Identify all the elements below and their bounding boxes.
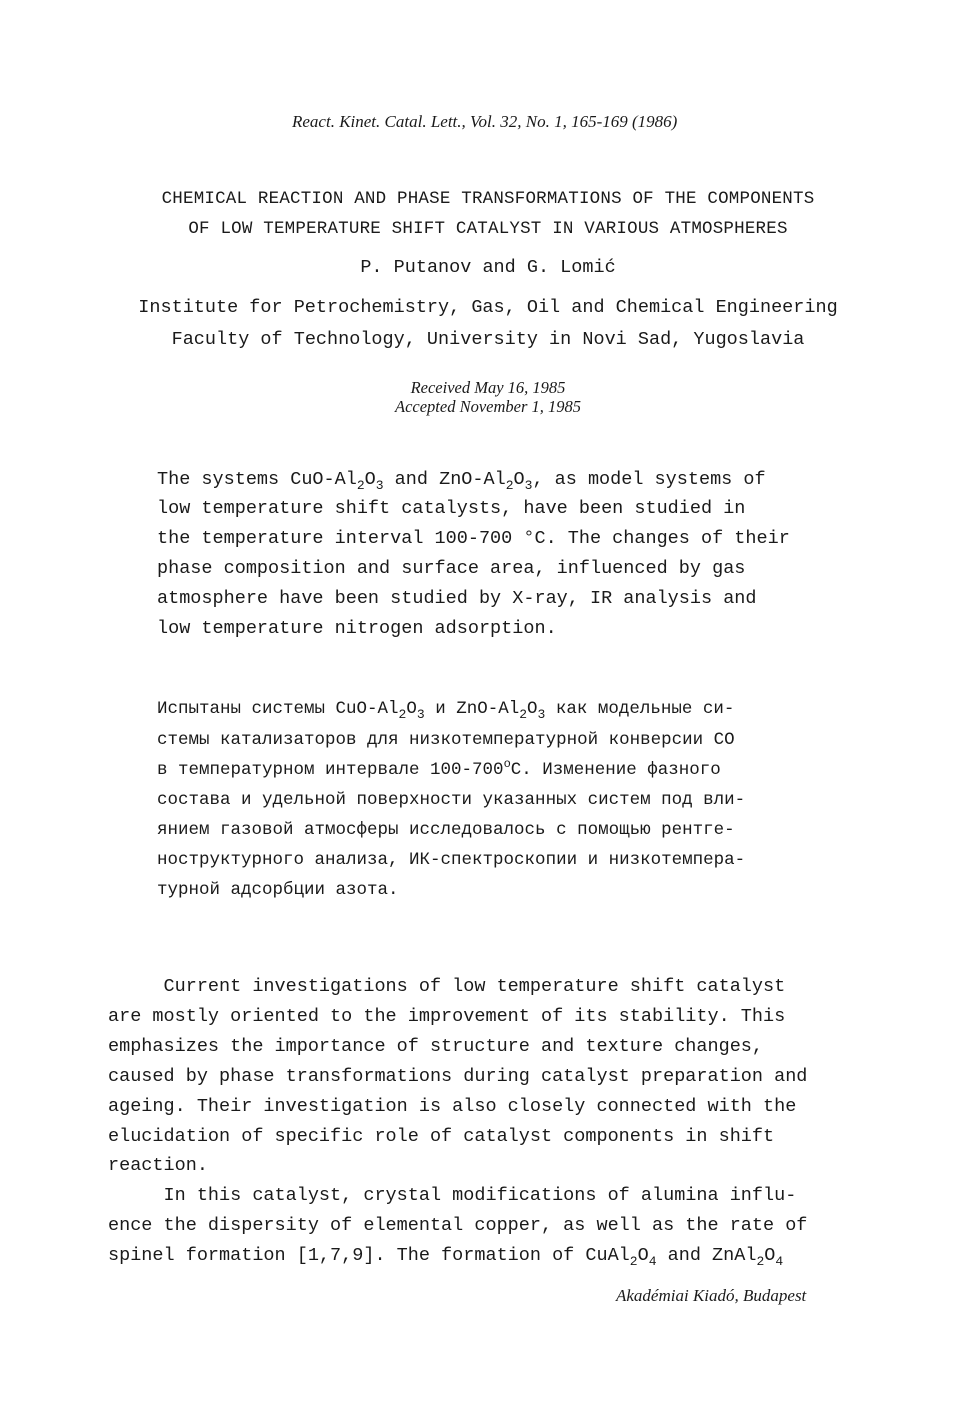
- abstract-ru-line-4: состава и удельной поверхности указанных систем под вли-: [157, 790, 746, 810]
- body-line: spinel formation [1,7,9]. The formation of $CuAl_2O_4$ and $ZnAl_2O_4$: [108, 1245, 784, 1269]
- body-line: In this catalyst, crystal modifications of alumina influ-: [108, 1185, 797, 1206]
- body-line: ence the dispersity of elemental copper, as well as the rate of: [108, 1215, 808, 1236]
- paper-title-line-1: CHEMICAL REACTION AND PHASE TRANSFORMATIONS OF THE COMPONENTS: [161, 189, 815, 209]
- abstract-en-line-5: atmosphere have been studied by X-ray, IR analysis and: [157, 588, 757, 609]
- body-line: ageing. Their investigation is also closely connected with the: [108, 1096, 797, 1117]
- accepted-date: Accepted November 1, 1985: [394, 397, 582, 416]
- publisher: Akadémiai Kiadó, Budapest: [616, 1286, 807, 1305]
- paper-title-line-2: OF LOW TEMPERATURE SHIFT CATALYST IN VARIOUS ATMOSPHERES: [188, 219, 788, 239]
- abstract-ru-line-6: ноструктурного анализа, ИК-спектроскопии и низкотемпера-: [157, 850, 746, 870]
- authors: P. Putanov and G. Lomić: [360, 257, 616, 278]
- abstract-ru-line-2: стемы катализаторов для низкотемпературной конверсии CO: [157, 730, 735, 750]
- abstract-en-line-6: low temperature nitrogen adsorption.: [157, 618, 557, 639]
- journal-citation: React. Kinet. Catal. Lett., Vol. 32, No. 1, 165-169 (1986): [292, 112, 678, 131]
- body-line: emphasizes the importance of structure and texture changes,: [108, 1036, 764, 1057]
- abstract-ru-line-5: янием газовой атмосферы исследовалось с помощью рентге-: [157, 820, 735, 840]
- body-line: reaction.: [108, 1155, 208, 1176]
- body-line: are mostly oriented to the improvement of its stability. This: [108, 1006, 786, 1027]
- abstract-ru-line-7: турной адсорбции азота.: [157, 880, 399, 900]
- affiliation-line-2: Faculty of Technology, University in Novi Sad, Yugoslavia: [171, 329, 805, 350]
- body-line: Current investigations of low temperature shift catalyst: [108, 976, 786, 997]
- abstract-en-line-4: phase composition and surface area, influenced by gas: [157, 558, 746, 579]
- affiliation-line-1: Institute for Petrochemistry, Gas, Oil and Chemical Engineering: [138, 297, 838, 318]
- abstract-ru-line-3: в температурном интервале 100-700$^o$C. Изменение фазного: [157, 757, 721, 780]
- abstract-en-line-1: The systems CuO-$Al_2O_3$ and ZnO-$Al_2O_3$, as model systems of: [157, 469, 766, 493]
- abstract-en-line-3: the temperature interval 100-700 °C. The changes of their: [157, 528, 790, 549]
- body-line: caused by phase transformations during catalyst preparation and: [108, 1066, 808, 1087]
- body-line: elucidation of specific role of catalyst components in shift: [108, 1126, 775, 1147]
- abstract-en-line-2: low temperature shift catalysts, have been studied in: [157, 498, 746, 519]
- abstract-ru-line-1: Испытаны системы CuO-$Al_2O_3$ и ZnO-$Al_2O_3$ как модельные си-: [157, 699, 735, 722]
- received-date: Received May 16, 1985: [410, 378, 566, 397]
